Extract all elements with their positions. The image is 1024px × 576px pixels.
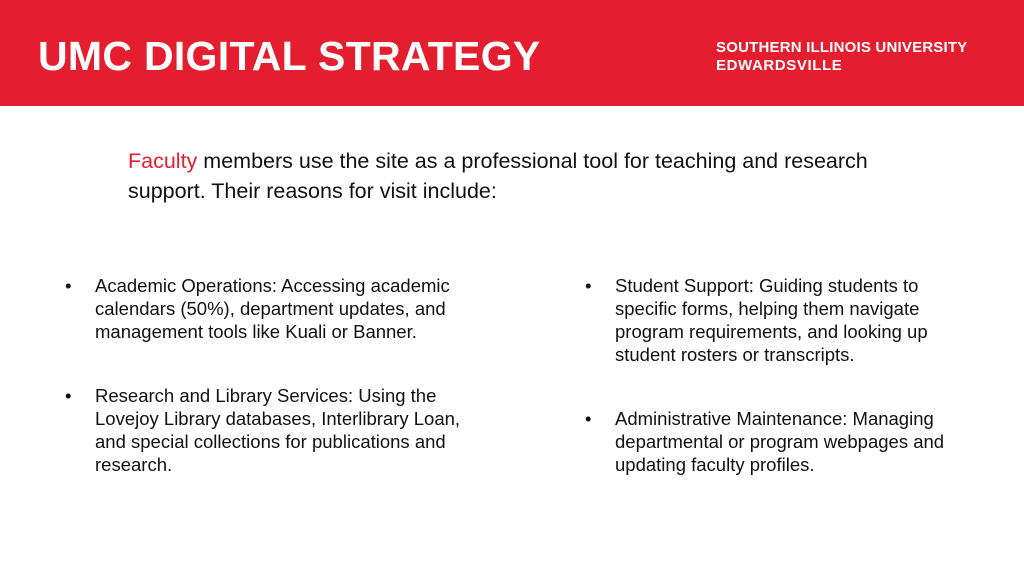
intro-text: members use the site as a professional tool for teaching and research support. Their reasons for visit include: [128,149,868,203]
bullet-dot: • [65,275,72,296]
right-bullet-list [585,274,985,476]
bullet-administrative-maintenance [585,407,985,476]
bullet-student-support [585,274,985,366]
page-title: UMC DIGITAL STRATEGY [38,33,541,79]
bullet-dot: • [585,408,592,429]
bullet-research-library [65,384,485,476]
bullet-dot: • [585,275,592,296]
logo-line-2: EDWARDSVILLE [716,57,843,74]
bullet-text: Research and Library Services: Using the Lovejoy Library databases, Interlibrary Loan, and special collections for publications and research. [95,385,461,475]
intro-paragraph [128,146,888,206]
header-banner [0,0,1024,106]
bullet-academic-operations [65,274,485,343]
bullet-dot: • [65,385,72,406]
intro-highlight: Faculty [128,149,198,173]
university-logo [716,39,967,75]
left-bullet-list [65,274,485,476]
logo-line-1: SOUTHERN ILLINOIS UNIVERSITY [716,39,968,56]
bullet-text: Student Support: Guiding students to specific forms, helping them navigate program requirements, and looking up student rosters or transcripts. [615,275,928,365]
bullet-text: Academic Operations: Accessing academic calendars (50%), department updates, and management tools like Kuali or Banner. [95,275,450,342]
bullet-text: Administrative Maintenance: Managing departmental or program webpages and updating faculty profiles. [615,408,945,475]
